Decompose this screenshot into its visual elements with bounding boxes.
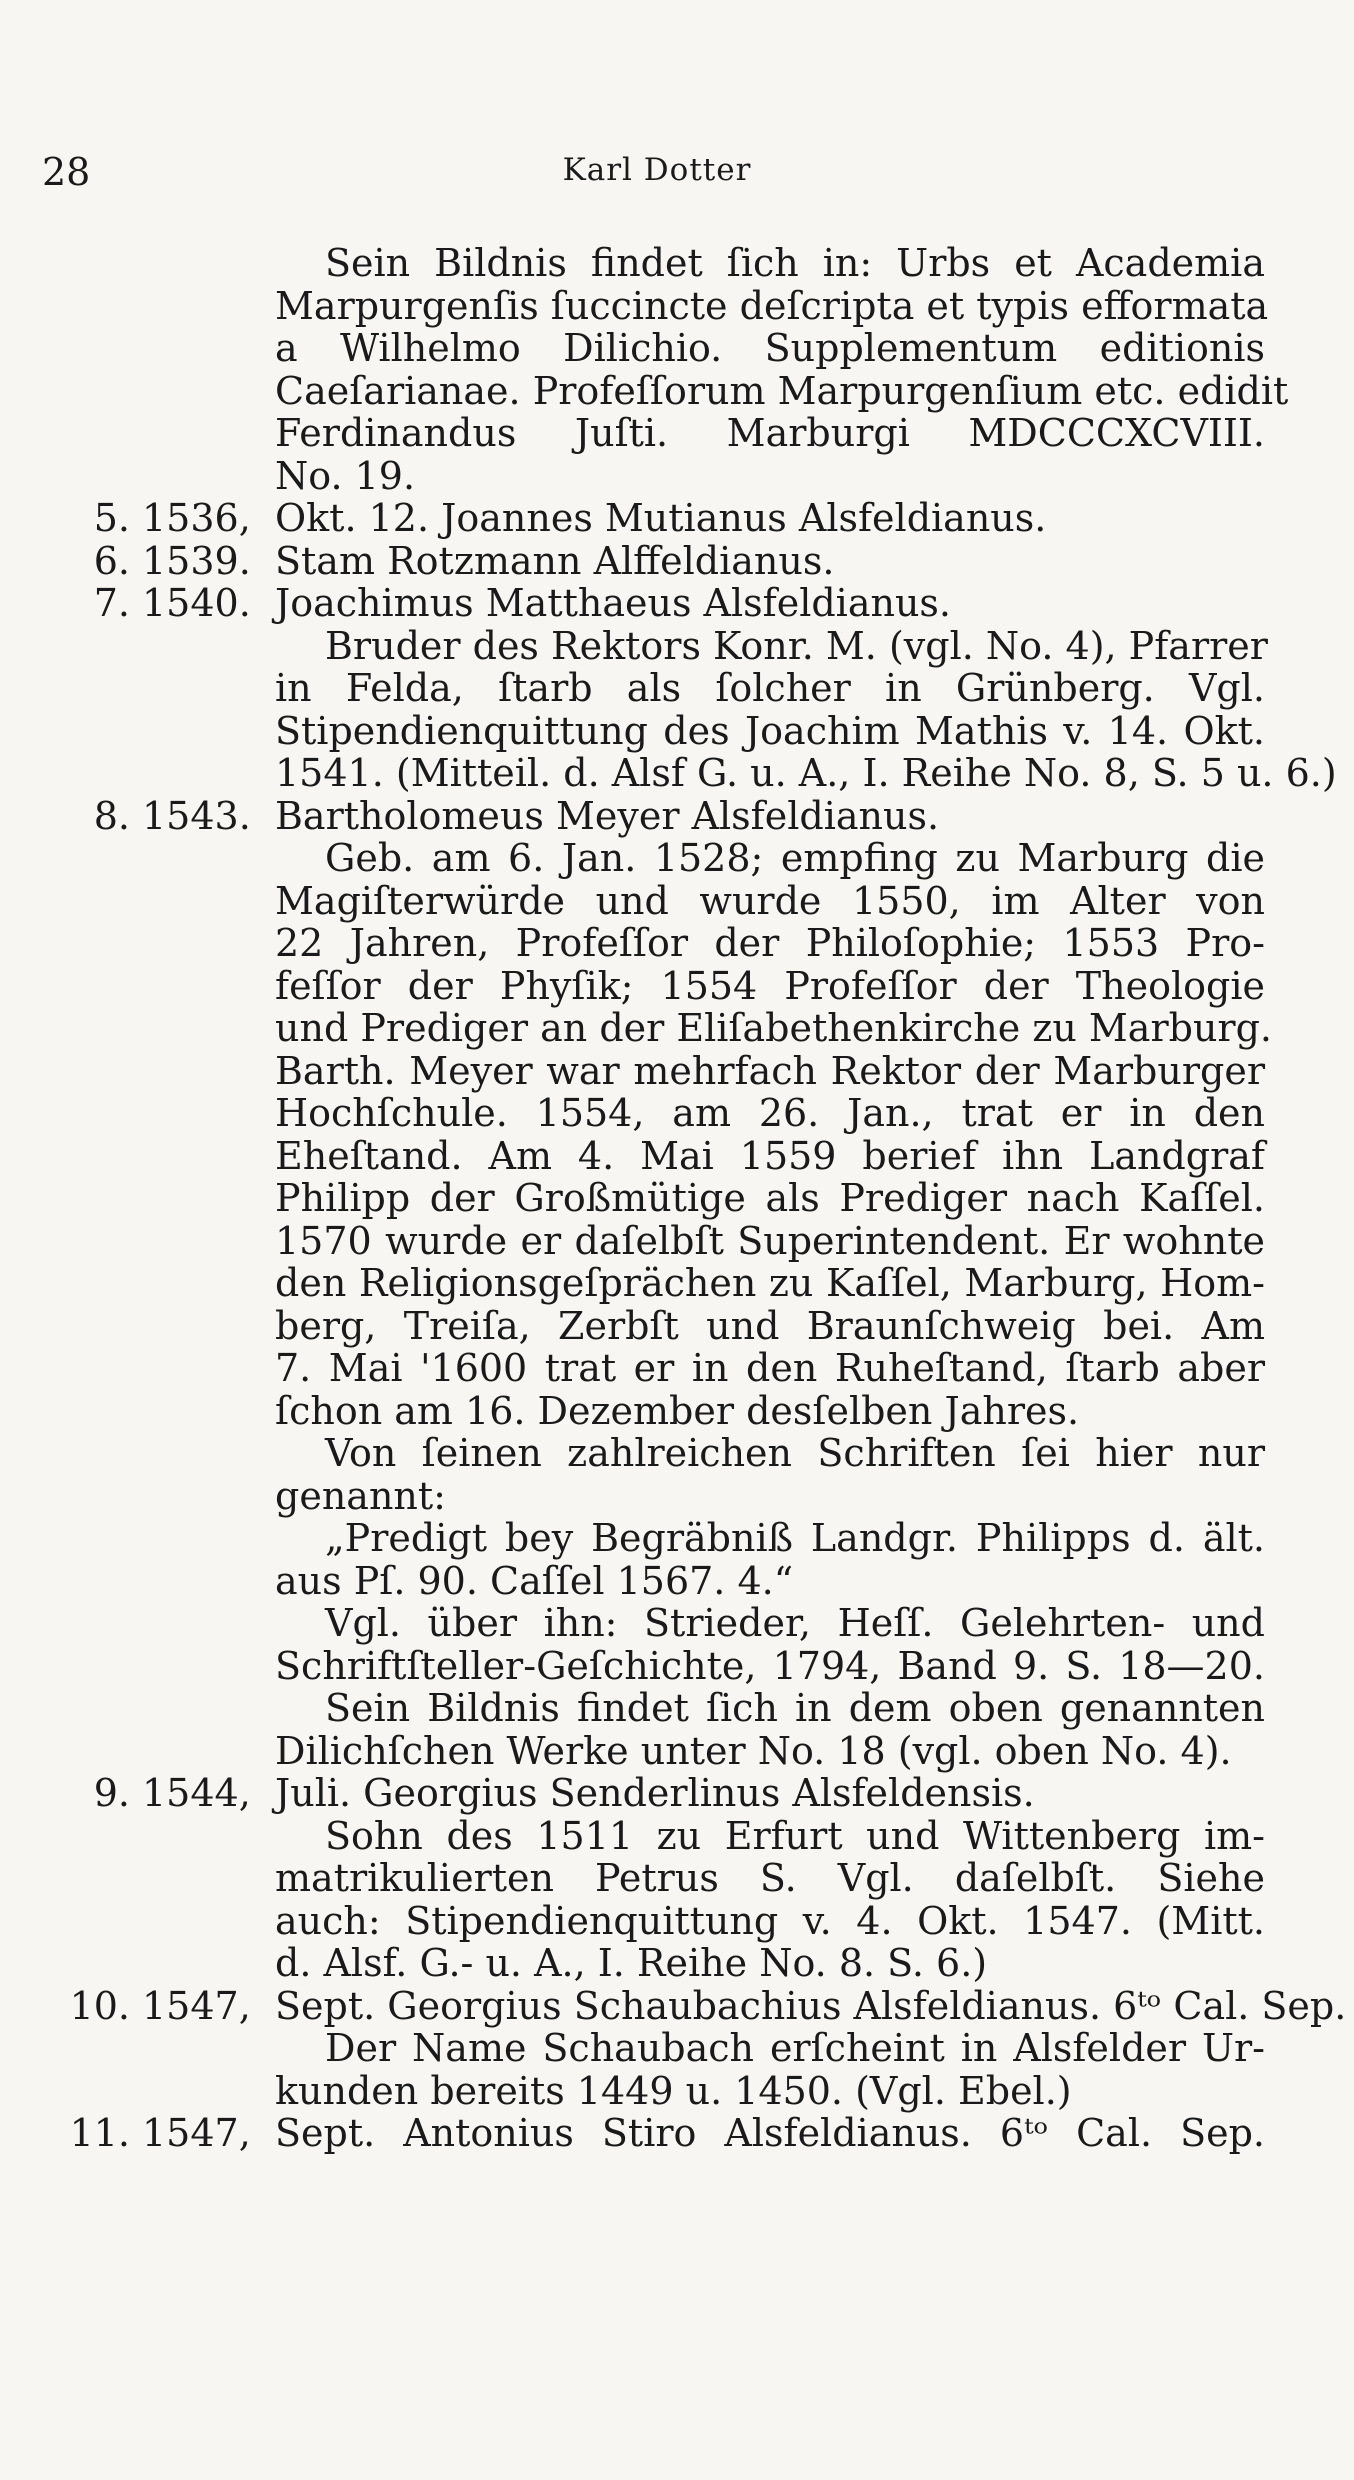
line-text: Eheſtand. Am 4. Mai 1559 berief ihn Landgraf bbox=[275, 1133, 1265, 1178]
line-text: 7. Mai '1600 trat er in den Ruheſtand, ſtarb aber bbox=[275, 1346, 1265, 1390]
line-text: Marpurgenſis ſuccincte deſcripta et typis efformata bbox=[275, 283, 1269, 328]
line-text: Sept. Georgius Schaubachius Alsfeldianus. 6ᵗᵒ Cal. Sep. bbox=[275, 1983, 1347, 2028]
line-text: Hochſchule. 1554, am 26. Jan., trat er in den bbox=[275, 1091, 1265, 1135]
entry-number: 11. bbox=[69, 2111, 130, 2155]
line-text: ſchon am 16. Dezember desſelben Jahres. bbox=[275, 1388, 1080, 1433]
line-text: Geb. am 6. Jan. 1528; empfing zu Marburg die bbox=[325, 836, 1265, 880]
line-text: matrikulierten Petrus S. Vgl. daſelbſt. Siehe bbox=[275, 1856, 1265, 1900]
line-text: Magiſterwürde und wurde 1550, im Alter von bbox=[275, 878, 1265, 923]
entry-year: 1536, bbox=[142, 496, 251, 540]
line-text: Okt. 12. Joannes Mutianus Alsfeldianus. bbox=[275, 496, 1047, 540]
entry-year: 1547, bbox=[142, 1983, 251, 2028]
line-text: den Religionsgeſprächen zu Kaſſel, Marburg, Hom- bbox=[275, 1261, 1265, 1305]
line-text: „Predigt bey Begräbniß Landgr. Philipps d. ält. bbox=[325, 1516, 1265, 1560]
entry-year: 1539. bbox=[142, 538, 251, 583]
line-text: Bruder des Rektors Konr. M. (vgl. No. 4), Pfarrer bbox=[325, 623, 1268, 668]
page-number: 28 bbox=[42, 150, 91, 194]
line-text: auch: Stipendienquittung v. 4. Okt. 1547. (Mitt. bbox=[275, 1898, 1265, 1943]
line-text: kunden bereits 1449 u. 1450. (Vgl. Ebel.) bbox=[275, 2068, 1072, 2113]
line-text: Philipp der Großmütige als Prediger nach Kaſſel. bbox=[275, 1176, 1265, 1220]
line-text: Bartholomeus Meyer Alsfeldianus. bbox=[275, 793, 940, 838]
line-text: Barth. Meyer war mehrfach Rektor der Marburger bbox=[275, 1048, 1265, 1093]
entry-year: 1544, bbox=[142, 1771, 251, 1815]
line-text: Ferdinandus Juſti. Marburgi MDCCCXCVIII. bbox=[275, 411, 1265, 455]
entry-year: 1540. bbox=[142, 581, 251, 625]
line-text: aus Pſ. 90. Caſſel 1567. 4.“ bbox=[275, 1558, 794, 1603]
entry-number: 5. bbox=[93, 496, 130, 540]
line-text: Sein Bildnis findet ſich in: Urbs et Academia bbox=[325, 241, 1265, 285]
line-text: feſſor der Phyſik; 1554 Profeſſor der Theologie bbox=[275, 963, 1265, 1008]
line-text: Sohn des 1511 zu Erfurt und Wittenberg im- bbox=[325, 1813, 1265, 1858]
line-text: Von ſeinen zahlreichen Schriften ſei hier nur bbox=[325, 1431, 1265, 1475]
line-text: d. Alsf. G.- u. A., I. Reihe No. 8. S. 6.) bbox=[275, 1941, 988, 1985]
line-text: und Prediger an der Eliſabethenkirche zu Marburg. bbox=[275, 1006, 1272, 1050]
line-text: Der Name Schaubach erſcheint in Alsfelder Ur- bbox=[325, 2026, 1265, 2070]
entry-number: 8. bbox=[93, 793, 130, 838]
line-text: 22 Jahren, Profeſſor der Philoſophie; 1553 Pro- bbox=[275, 921, 1265, 965]
running-head: Karl Dotter bbox=[562, 152, 752, 188]
line-text: Joachimus Matthaeus Alsfeldianus. bbox=[275, 581, 952, 625]
entry-line bbox=[0, 2108, 1354, 2158]
line-text: Dilichſchen Werke unter No. 18 (vgl. oben No. 4). bbox=[275, 1728, 1232, 1773]
line-text: 1541. (Mitteil. d. Alsf G. u. A., I. Reihe No. 8, S. 5 u. 6.) bbox=[275, 751, 1337, 795]
line-text: Sept. Antonius Stiro Alsfeldianus. 6ᵗᵒ Cal. Sep. bbox=[275, 2111, 1265, 2155]
page-header bbox=[42, 150, 1272, 200]
line-text: Stipendienquittung des Joachim Mathis v. 14. Okt. bbox=[275, 708, 1265, 753]
line-text: Schriftſteller-Geſchichte, 1794, Band 9. S. 18—20. bbox=[275, 1643, 1265, 1688]
line-text: 1570 wurde er daſelbſt Superintendent. Er wohnte bbox=[275, 1218, 1265, 1263]
line-text: berg, Treiſa, Zerbſt und Braunſchweig bei. Am bbox=[275, 1303, 1265, 1348]
line-text: Stam Rotzmann Alffeldianus. bbox=[275, 538, 835, 583]
line-text: a Wilhelmo Dilichio. Supplementum editionis bbox=[275, 326, 1265, 370]
line-text: genannt: bbox=[275, 1473, 446, 1518]
line-text: Juli. Georgius Senderlinus Alsfeldensis. bbox=[275, 1771, 1035, 1815]
entry-number: 10. bbox=[69, 1983, 130, 2028]
line-text: Vgl. über ihn: Strieder, Heſſ. Gelehrten- und bbox=[325, 1601, 1265, 1645]
entry-number: 6. bbox=[93, 538, 130, 583]
entry-number: 9. bbox=[93, 1771, 130, 1815]
entry-number: 7. bbox=[93, 581, 130, 625]
line-text: in Felda, ſtarb als ſolcher in Grünberg. Vgl. bbox=[275, 666, 1265, 710]
line-text: No. 19. bbox=[275, 453, 416, 498]
line-text: Sein Bildnis findet ſich in dem oben genannten bbox=[325, 1686, 1265, 1730]
line-text: Caeſarianae. Profeſſorum Marpurgenſium etc. edidit bbox=[275, 368, 1289, 413]
entry-year: 1547, bbox=[142, 2111, 251, 2155]
entry-year: 1543. bbox=[142, 793, 251, 838]
